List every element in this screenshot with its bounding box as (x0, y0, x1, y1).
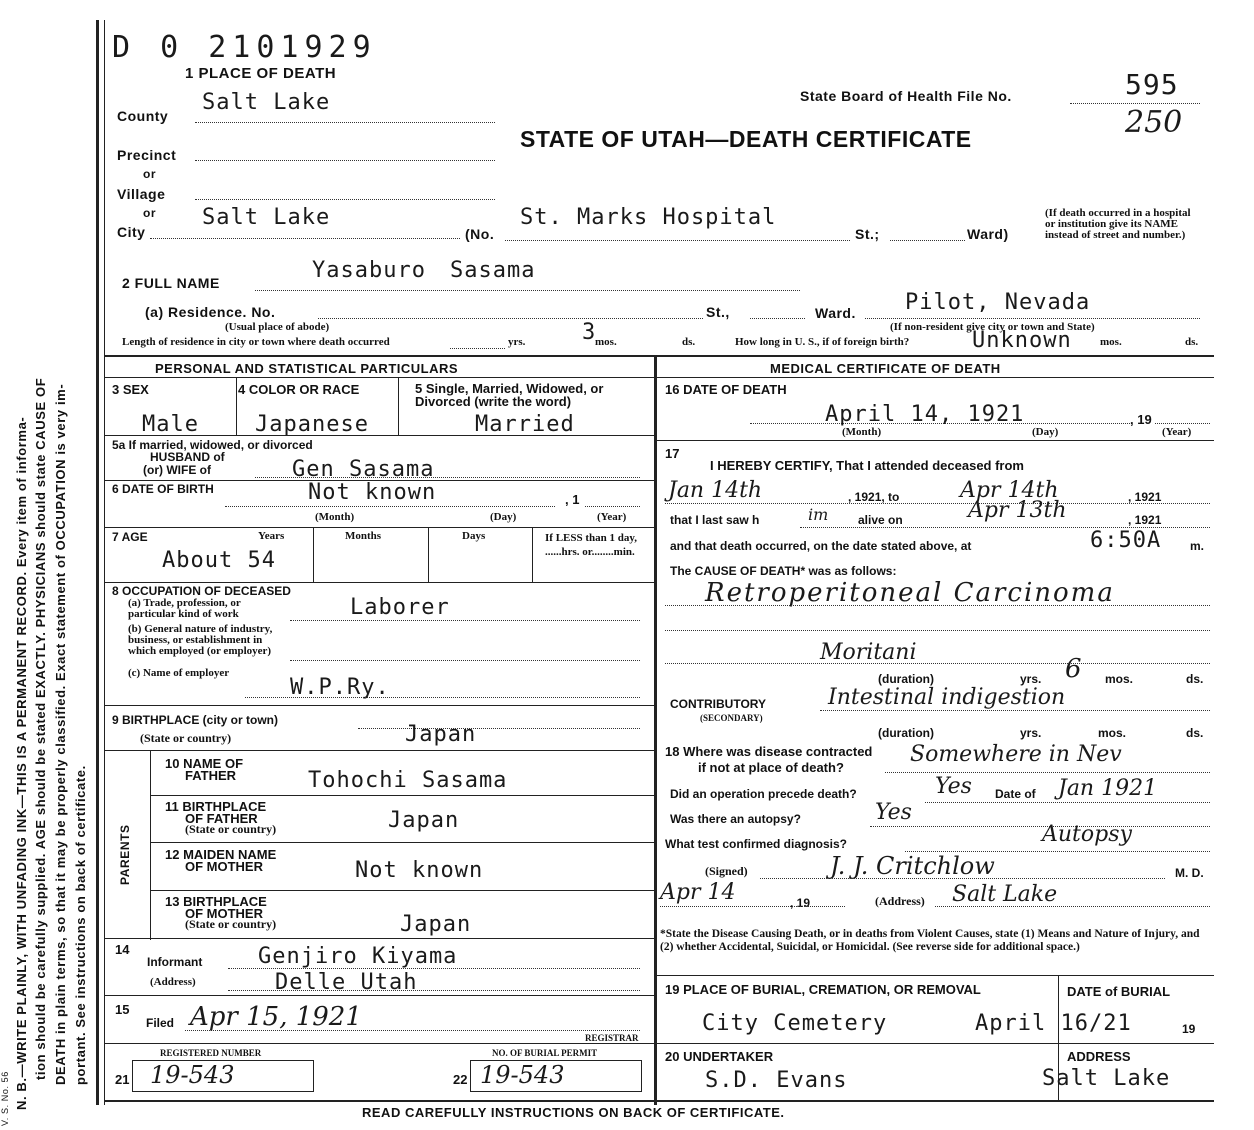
from-year-text: , 1921, to (848, 490, 900, 504)
mother-value: Not known (355, 858, 484, 883)
dod-label: 16 DATE OF DEATH (665, 382, 787, 397)
md-label: M. D. (1175, 866, 1204, 880)
filed-value: Apr 15, 1921 (190, 1002, 362, 1032)
physician-address-value: Salt Lake (952, 882, 1058, 907)
residence-note: (Usual place of abode) (225, 321, 330, 333)
attended-to-value: Apr 14th (960, 478, 1059, 503)
informant-label: Informant (147, 955, 203, 969)
father-label-1: 10 NAME OF (165, 756, 244, 771)
full-name-label: 2 FULL NAME (122, 275, 220, 291)
undertaker-address-label: ADDRESS (1067, 1049, 1131, 1064)
signed-label: (Signed) (705, 864, 748, 878)
years-label: Years (258, 530, 285, 542)
st-label: St.; (855, 226, 880, 242)
registered-number-value: 19-543 (150, 1061, 235, 1089)
date-of-label: Date of (995, 787, 1036, 801)
dod-value: April 14, 1921 (825, 402, 1025, 427)
burial-date-19: 19 (1182, 1022, 1196, 1036)
hospital-note: (If death occurred in a hospital or institution give its NAME instead of street and number.) (1045, 207, 1191, 241)
mos2-label: mos. (1100, 336, 1122, 348)
item-14: 14 (115, 942, 130, 957)
footer-instructions: READ CAREFULLY INSTRUCTIONS ON BACK OF CERTIFICATE. (362, 1105, 785, 1120)
cause-footnote: *State the Disease Causing Death, or in deaths from Violent Causes, state (1) Means and Nature of Injury, and (2) whether Accidental, Suicidal, or Homicidal. (See reverse side for additional space.) (660, 928, 1200, 953)
form-number: V. S. No. 56 (0, 1071, 10, 1126)
burial-date-value: April 16/21 (975, 1011, 1132, 1036)
age-value: About 54 (162, 548, 276, 573)
duration2-label: (duration) (878, 726, 934, 740)
mos-label: mos. (595, 336, 617, 348)
duration2-yrs-label: yrs. (1020, 726, 1042, 740)
registered-number-label: REGISTERED NUMBER (160, 1048, 262, 1058)
dob-value: Not known (308, 480, 437, 505)
sex-value: Male (142, 412, 199, 437)
ds-label: ds. (682, 336, 696, 348)
informant-address-value: Delle Utah (275, 970, 418, 995)
age-label: 7 AGE (112, 530, 148, 544)
yrs-label: yrs. (508, 336, 526, 348)
last-saw-label: that I last saw h (670, 513, 760, 527)
duration-mos-label: mos. (1105, 672, 1134, 686)
spouse-label-1: 5a If married, widowed, or divorced (112, 438, 313, 452)
dod-month-label: (Month) (842, 426, 882, 438)
contracted-sub-label: if not at place of death? (698, 760, 844, 775)
duration-label: (duration) (878, 672, 934, 686)
signature-value: J. J. Critchlow (830, 852, 995, 880)
dob-day-label: (Day) (490, 511, 517, 523)
father-bp-label-3: (State or country) (185, 822, 277, 836)
last-saw-year: , 1921 (1128, 513, 1162, 527)
months-label: Months (345, 530, 382, 542)
attended-from-value: Jan 14th (668, 478, 763, 503)
occ-a-label: (a) Trade, profession, or particular kind of work (128, 597, 241, 620)
hospital-value: St. Marks Hospital (520, 205, 777, 230)
color-value: Japanese (255, 412, 369, 437)
father-bp-label-2: OF FATHER (185, 811, 258, 826)
occ-c-label: (c) Name of employer (128, 667, 230, 679)
color-label: 4 COLOR OR RACE (238, 382, 360, 397)
undertaker-address-value: Salt Lake (1042, 1066, 1171, 1091)
county-label: County (117, 108, 169, 124)
employer-value: W.P.Ry. (290, 675, 390, 700)
last-saw-him: im (808, 505, 829, 524)
occupation-value: Laborer (350, 595, 450, 620)
contributory-label: CONTRIBUTORY (670, 697, 766, 711)
burial-date-label: DATE of BURIAL (1067, 984, 1171, 999)
operation-label: Did an operation precede death? (670, 787, 857, 801)
file-number: 595 (1125, 68, 1179, 101)
secondary-label: (SECONDARY) (700, 713, 763, 723)
father-bp-label-1: 11 BIRTHPLACE (165, 799, 267, 814)
us-label: How long in U. S., if of foreign birth? (735, 336, 910, 348)
test-value: Autopsy (1042, 822, 1132, 847)
test-label: What test confirmed diagnosis? (665, 837, 848, 851)
burial-place-value: City Cemetery (702, 1011, 888, 1036)
cause-value: Retroperitoneal Carcinoma (705, 578, 1115, 608)
mother-birthplace-value: Japan (400, 912, 472, 937)
m-label: m. (1190, 539, 1205, 553)
mother-bp-label-1: 13 BIRTHPLACE (165, 894, 267, 909)
undertaker-label: 20 UNDERTAKER (665, 1049, 774, 1064)
last-saw-value: Apr 13th (968, 498, 1067, 523)
dod-day-label: (Day) (1032, 426, 1059, 438)
spouse-label-3: (or) WIFE of (143, 463, 211, 477)
sidebar-line-2: tion should be carefully supplied. AGE should be stated EXACTLY. PHYSICIANS should state CAUSE OF (33, 377, 48, 1080)
spouse-label-2: HUSBAND of (150, 450, 225, 464)
place-of-death-heading: 1 PLACE OF DEATH (185, 65, 337, 82)
contracted-label: 18 Where was disease contracted (665, 744, 873, 759)
registrar-label: REGISTRAR (585, 1033, 639, 1043)
residence-ward-label: Ward. (815, 305, 856, 321)
mother-bp-label-3: (State or country) (185, 917, 277, 931)
city-value: Salt Lake (202, 205, 331, 230)
burial-permit-label: NO. OF BURIAL PERMIT (492, 1048, 598, 1058)
dob-year-label: (Year) (597, 511, 627, 523)
duration-months-value: 6 (1065, 654, 1082, 684)
last-name-value: Sasama (450, 258, 536, 283)
sex-label: 3 SEX (112, 382, 149, 397)
residence-value: Pilot, Nevada (905, 290, 1091, 315)
village-label: Village (117, 186, 166, 202)
sign-date-value: Apr 14 (660, 880, 736, 905)
filed-label: Filed (146, 1016, 175, 1030)
operation-date-value: Jan 1921 (1058, 776, 1158, 801)
parents-label: PARENTS (118, 824, 132, 885)
serial-number: D 0 2101929 (112, 30, 377, 65)
sidebar-line-3: DEATH in plain terms, so that it may be properly classified. Exact statement of OCCUPATION is very im- (53, 383, 68, 1085)
alive-on-label: alive on (858, 513, 903, 527)
informant-address-label: (Address) (150, 976, 196, 988)
time-of-death-value: 6:50A (1090, 528, 1162, 553)
mother-bp-label-2: OF MOTHER (185, 906, 263, 921)
residence-label: (a) Residence. No. (145, 304, 276, 320)
occ-b-label: (b) General nature of industry, business, or establishment in which employed (or employer) (128, 623, 273, 657)
instructions-sidebar (0, 0, 100, 1130)
physician-address-label: (Address) (875, 894, 925, 908)
death-occurred-label: and that death occurred, on the date stated above, at (670, 539, 972, 553)
cause-secondary-value: Moritani (820, 640, 917, 665)
contracted-value: Somewhere in Nev (910, 742, 1122, 767)
autopsy-value: Yes (875, 800, 912, 825)
burial-place-label: 19 PLACE OF BURIAL, CREMATION, OR REMOVAL (665, 982, 981, 997)
duration-ds-label: ds. (1186, 672, 1204, 686)
contributory-value: Intestinal indigestion (828, 685, 1066, 710)
city-label: City (117, 224, 146, 240)
medical-heading: MEDICAL CERTIFICATE OF DEATH (770, 361, 1001, 376)
certify-text: I HEREBY CERTIFY, That I attended deceased from (710, 458, 1024, 473)
undertaker-value: S.D. Evans (705, 1068, 848, 1093)
duration-yrs-label: yrs. (1020, 672, 1042, 686)
occupation-label: 8 OCCUPATION OF DECEASED (112, 584, 291, 598)
nonresident-note: (If non-resident give city or town and State) (890, 321, 1095, 333)
residence-st-label: St., (706, 304, 730, 320)
operation-value: Yes (935, 774, 972, 799)
item-15: 15 (115, 1002, 130, 1017)
duration2-ds-label: ds. (1186, 726, 1204, 740)
precinct-label: Precinct (117, 147, 177, 163)
birthplace-label: 9 BIRTHPLACE (city or town) (112, 713, 279, 727)
sidebar-line-1: N. B.—WRITE PLAINLY, WITH UNFADING INK—THIS IS A PERMANENT RECORD. Every item of informa- (14, 416, 29, 1110)
father-birthplace-value: Japan (388, 808, 460, 833)
no-label: (No. (465, 226, 495, 242)
mother-label-1: 12 MAIDEN NAME (165, 847, 277, 862)
birthplace-value: Japan (405, 722, 477, 747)
spouse-value: Gen Sasama (292, 457, 435, 482)
file-number-secondary: 250 (1125, 105, 1183, 140)
dod-year-label: (Year) (1162, 426, 1192, 438)
dob-month-label: (Month) (315, 511, 355, 523)
cause-label: The CAUSE OF DEATH* was as follows: (670, 564, 897, 578)
county-value: Salt Lake (202, 90, 331, 115)
to-year-text: , 1921 (1128, 490, 1162, 504)
autopsy-label: Was there an autopsy? (670, 812, 801, 826)
item-17: 17 (665, 446, 680, 461)
burial-permit-value: 19-543 (480, 1061, 565, 1089)
marital-label: 5 Single, Married, Widowed, or Divorced (write the word) (415, 381, 604, 409)
sign-year: , 19 (790, 896, 811, 910)
or-label-2: or (143, 206, 156, 220)
dob-comma: , 1 (565, 492, 580, 507)
marital-value: Married (475, 412, 575, 437)
or-label-1: or (143, 167, 156, 181)
ward-label: Ward) (967, 226, 1009, 242)
us-value: Unknown (972, 328, 1072, 353)
less-than-label: If LESS than 1 day, ......hrs. or........min. (545, 532, 638, 558)
residence-months-value: 3 (582, 320, 597, 345)
dod-comma: , 19 (1130, 412, 1152, 427)
item-22: 22 (453, 1072, 468, 1087)
first-name-value: Yasaburo (312, 258, 426, 283)
item-21: 21 (115, 1072, 130, 1087)
duration2-mos-label: mos. (1098, 726, 1127, 740)
mother-label-2: OF MOTHER (185, 859, 263, 874)
certificate-title: STATE OF UTAH—DEATH CERTIFICATE (520, 126, 972, 152)
personal-heading: PERSONAL AND STATISTICAL PARTICULARS (155, 361, 459, 376)
state-board-label: State Board of Health File No. (800, 88, 1012, 104)
length-residence-label: Length of residence in city or town where death occurred (122, 336, 390, 348)
sidebar-line-4: portant. See instructions on back of certificate. (73, 765, 88, 1085)
days-label: Days (462, 530, 486, 542)
informant-value: Genjiro Kiyama (258, 944, 458, 969)
dob-label: 6 DATE OF BIRTH (112, 482, 214, 496)
father-label-2: FATHER (185, 768, 237, 783)
ds2-label: ds. (1185, 336, 1199, 348)
birthplace-sub-label: (State or country) (140, 731, 232, 745)
father-value: Tohochi Sasama (308, 768, 508, 793)
